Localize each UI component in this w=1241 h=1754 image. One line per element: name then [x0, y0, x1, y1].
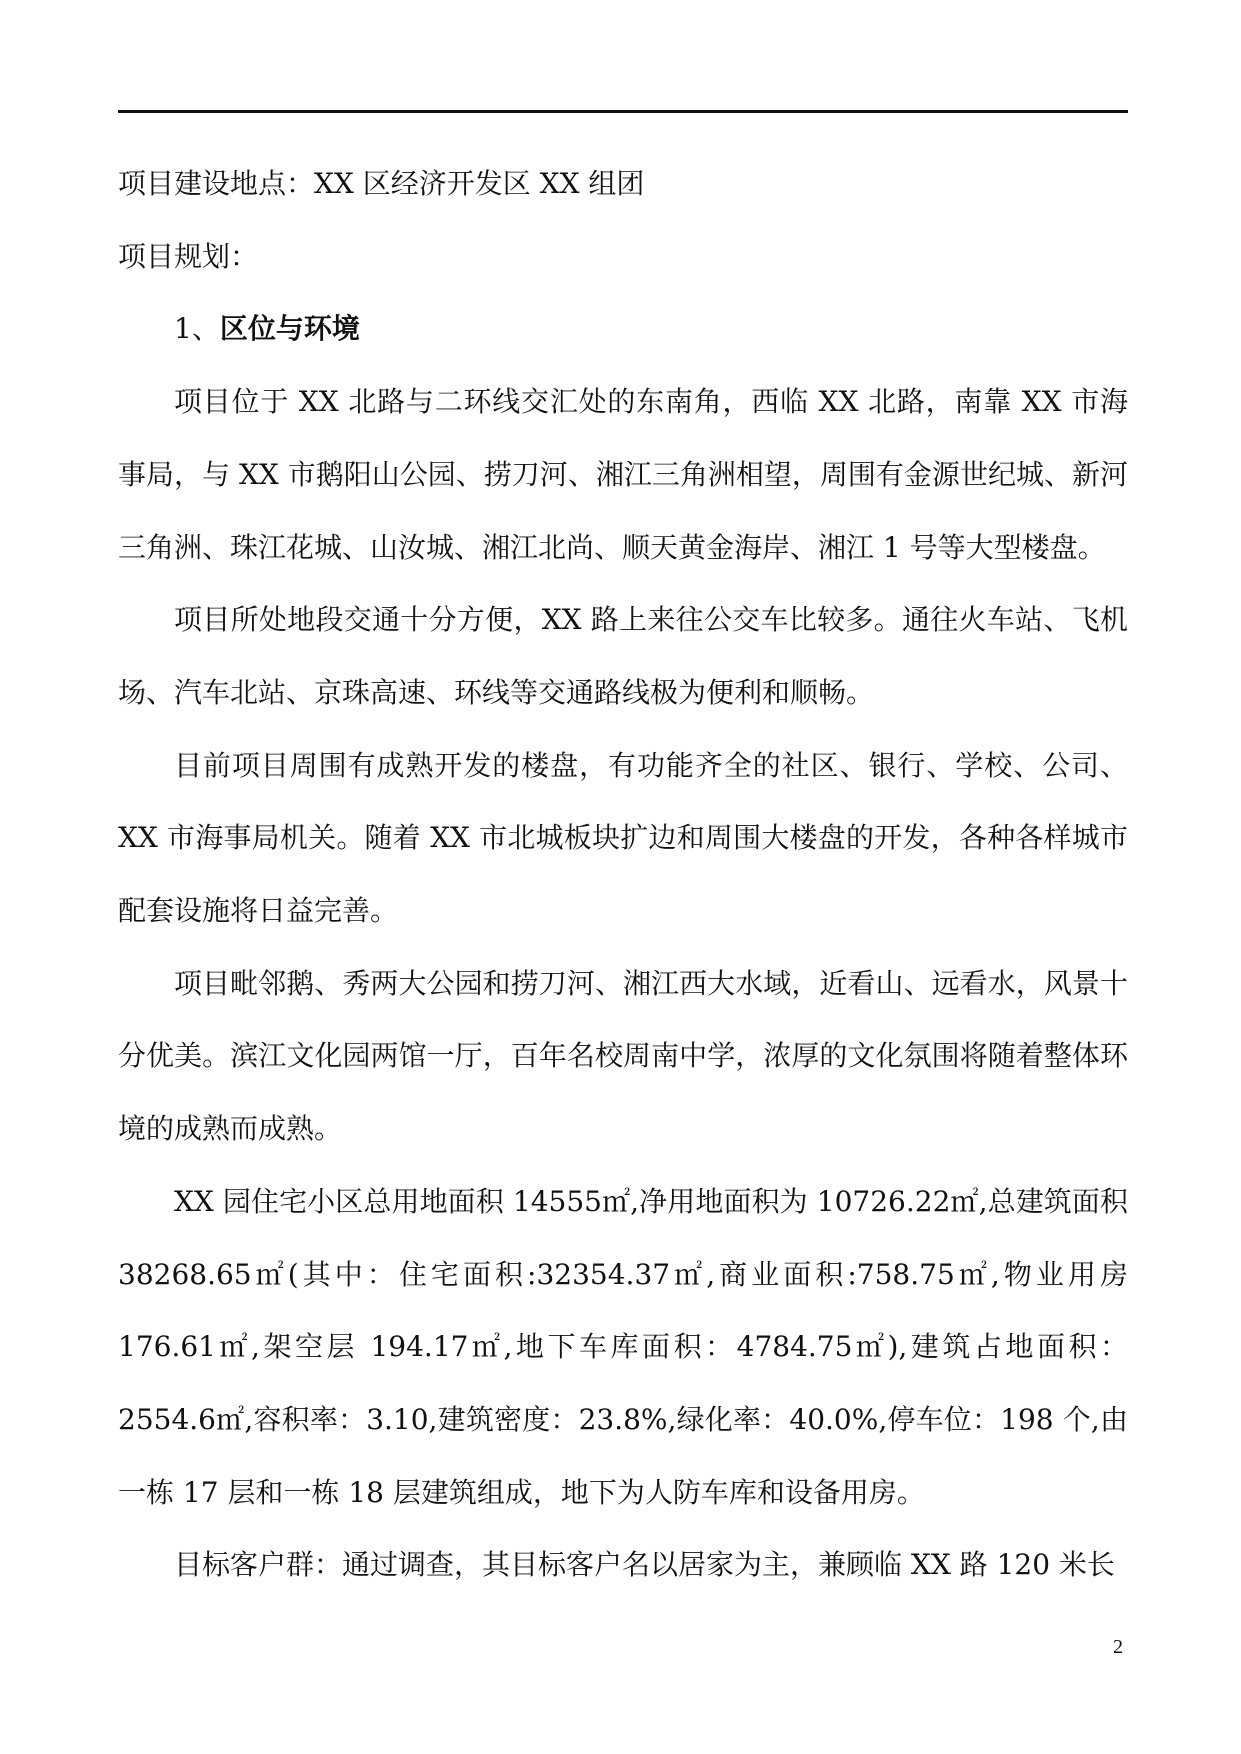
- section-heading: [118, 293, 1128, 366]
- section-number: 1、: [174, 312, 220, 346]
- paragraph-target-customers: 目标客户群：通过调查，其目标客户名以居家为主，兼顾临 XX 路 120 米长: [174, 1548, 1115, 1582]
- paragraph-statistics: XX 园住宅小区总用地面积 14555㎡,净用地面积为 10726.22㎡,总建筑面积 38268.65㎡(其中：住宅面积:32354.37㎡,商业面积:758.75㎡,物业用房 176.61㎡,架空层 194.17㎡,地下车库面积：4784.75㎡),建筑占地面积：2554.6㎡,容积率：3.10,建筑密度：23.8%,绿化率：40.0%,停车位：198 个,由一栋 17 层和一栋 18 层建筑组成，地下为人防车库和设备用房。: [118, 1184, 1128, 1509]
- paragraph-scenery: 项目毗邻鹅、秀两大公园和捞刀河、湘江西大水域，近看山、远看水，风景十分优美。滨江文化园两馆一厅，百年名校周南中学，浓厚的文化氛围将随着整体环境的成熟而成熟。: [118, 966, 1128, 1146]
- paragraph-traffic: 项目所处地段交通十分方便，XX 路上来往公交车比较多。通往火车站、飞机场、汽车北站、京珠高速、环线等交通路线极为便利和顺畅。: [118, 603, 1128, 709]
- header-rule: [118, 110, 1128, 113]
- document-body: [118, 148, 1128, 1602]
- page-number: 2: [1113, 1636, 1123, 1658]
- paragraph-location: 项目位于 XX 北路与二环线交汇处的东南角，西临 XX 北路，南靠 XX 市海事局，与 XX 市鹅阳山公园、捞刀河、湘江三角洲相望，周围有金源世纪城、新河三角洲、珠江花城、山汝城、湘江北尚、顺天黄金海岸、湘江 1 号等大型楼盘。: [118, 385, 1128, 564]
- section-title: 区位与环境: [219, 312, 360, 346]
- location-line: 项目建设地点：XX 区经济开发区 XX 组团: [118, 167, 645, 200]
- planning-label: 项目规划：: [118, 239, 259, 273]
- paragraph-facilities: 目前项目周围有成熟开发的楼盘，有功能齐全的社区、银行、学校、公司、XX 市海事局机关。随着 XX 市北城板块扩边和周围大楼盘的开发，各种各样城市配套设施将日益完善。: [118, 748, 1128, 928]
